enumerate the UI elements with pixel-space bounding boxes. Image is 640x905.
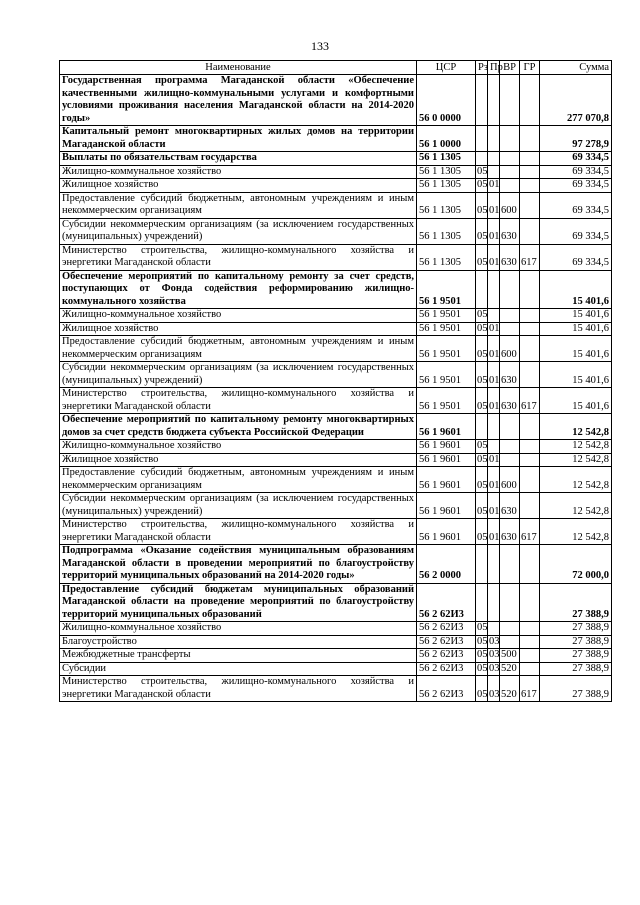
gr-cell [520,336,540,362]
sum-cell: 12 542,8 [540,493,612,519]
vr-cell [500,545,520,584]
table-row [60,218,612,244]
gr-cell: 617 [520,676,540,702]
pr-cell: 01 [488,244,500,270]
csr-cell: 56 1 9501 [417,362,476,388]
sum-cell: 69 334,5 [540,179,612,193]
gr-cell: 617 [520,519,540,545]
rz-cell: 05 [476,388,488,414]
gr-cell [520,322,540,336]
csr-cell: 56 2 62И3 [417,635,476,649]
name-cell: Жилищно-коммунальное хозяйство [60,440,417,454]
rz-cell [476,126,488,152]
rz-cell [476,414,488,440]
pr-cell: 01 [489,453,500,465]
sum-cell: 277 070,8 [540,75,612,126]
sum-cell: 27 388,9 [540,622,612,636]
gr-cell [520,309,540,323]
pr-cell: 03 [489,649,500,660]
rz-cell: 05 [476,676,488,702]
vr-cell: 600 [500,192,520,218]
pr-cell: 01 [488,388,500,414]
pr-cell [488,126,500,152]
pr-cell [488,545,500,584]
sum-cell: 69 334,5 [540,165,612,179]
name-cell: Жилищное хозяйство [60,322,417,336]
vr-cell: 600 [500,336,520,362]
vr-cell [500,635,520,649]
sum-cell: 15 401,6 [540,336,612,362]
vr-cell [500,583,520,622]
name-cell: Министерство строительства, жилищно-коммунального хозяйства и энергетики Магаданской области [60,244,417,270]
rz-cell: 05 [477,635,488,647]
name-cell: Межбюджетные трансферты [60,649,417,663]
sum-cell: 27 388,9 [540,676,612,702]
rz-cell: 05 [476,467,488,493]
sum-cell: 97 278,9 [540,126,612,152]
table-row [60,362,612,388]
csr-cell: 56 2 62И3 [417,583,476,622]
sum-cell: 12 542,8 [540,453,612,467]
column-header-vr: ВР [500,61,520,75]
budget-table [59,60,612,702]
vr-cell [500,622,520,636]
table-row [60,467,612,493]
table-body [60,75,612,702]
table-row [60,309,612,323]
vr-cell [500,165,520,179]
rz-cell: 05 [476,218,488,244]
pr-cell [488,152,500,166]
vr-cell [500,440,520,454]
rz-cell: 05 [477,662,488,674]
rz-cell: 05 [477,440,488,451]
pr-cell: 01 [488,192,500,218]
gr-cell [520,218,540,244]
pr-cell: 03 [488,676,500,702]
table-row [60,336,612,362]
name-cell: Жилищное хозяйство [60,179,417,193]
vr-cell [500,75,520,126]
csr-cell: 56 1 9601 [417,440,476,454]
gr-cell: 617 [520,244,540,270]
gr-cell [520,545,540,584]
csr-cell: 56 1 9501 [417,322,476,336]
pr-cell: 03 [489,635,500,647]
name-cell: Благоустройство [60,635,417,649]
csr-cell: 56 2 0000 [417,545,476,584]
name-cell: Жилищно-коммунальное хозяйство [60,622,417,636]
column-header-gr: ГР [520,61,540,75]
table-row [60,388,612,414]
name-cell: Подпрограмма «Оказание содействия муниципальным образованиям Магаданской области в проведении мероприятий по благоустройству территорий муниципальных образований на 2014-2020 годы» [60,545,417,584]
gr-cell: 617 [520,388,540,414]
gr-cell [520,165,540,179]
name-cell: Субсидии [60,662,417,676]
table-row [60,322,612,336]
sum-cell: 27 388,9 [540,635,612,649]
vr-cell: 520 [500,676,520,702]
table-row [60,545,612,584]
vr-cell [500,414,520,440]
table-row [60,152,612,166]
rz-cell: 05 [476,336,488,362]
table-row [60,179,612,193]
gr-cell [520,75,540,126]
csr-cell: 56 1 9601 [417,414,476,440]
sum-cell: 69 334,5 [540,152,612,166]
name-cell: Предоставление субсидий бюджетным, автономным учреждениям и иным некоммерческим организациям [60,192,417,218]
csr-cell: 56 1 1305 [417,244,476,270]
vr-cell [500,152,520,166]
sum-cell: 12 542,8 [540,440,612,454]
gr-cell [520,152,540,166]
vr-cell [500,179,520,193]
table-row [60,270,612,309]
vr-cell [500,453,520,467]
pr-cell [488,583,500,622]
pr-cell: 01 [488,493,500,519]
rz-cell [476,75,488,126]
rz-cell: 05 [476,192,488,218]
sum-cell: 15 401,6 [540,270,612,309]
table-row [60,414,612,440]
csr-cell: 56 1 9501 [417,309,476,323]
vr-cell: 630 [500,244,520,270]
sum-cell: 12 542,8 [540,519,612,545]
name-cell: Субсидии некоммерческим организациям (за исключением государственных (муниципальных) учреждений) [60,218,417,244]
csr-cell: 56 2 62И3 [417,649,476,663]
name-cell: Жилищно-коммунальное хозяйство [60,309,417,323]
table-row [60,192,612,218]
csr-cell: 56 1 1305 [417,152,476,166]
gr-cell [520,126,540,152]
gr-cell [520,453,540,467]
gr-cell [520,192,540,218]
table-row [60,676,612,702]
csr-cell: 56 1 9601 [417,467,476,493]
vr-cell: 630 [500,218,520,244]
rz-cell [476,152,488,166]
rz-cell: 05 [476,362,488,388]
pr-cell: 01 [488,467,500,493]
rz-cell: 05 [477,622,488,633]
sum-cell: 27 388,9 [540,583,612,622]
table-row [60,453,612,467]
table-row [60,662,612,676]
pr-cell [488,440,500,454]
csr-cell: 56 1 9501 [417,270,476,309]
table-row [60,244,612,270]
name-cell: Обеспечение мероприятий по капитальному ремонту многоквартирных домов за счет средств бюджета субъекта Российской Федерации [60,414,417,440]
table-row [60,126,612,152]
table-row [60,165,612,179]
vr-cell: 630 [500,388,520,414]
csr-cell: 56 1 0000 [417,126,476,152]
csr-cell: 56 1 9601 [417,453,476,467]
rz-cell [476,583,488,622]
pr-cell: 03 [489,662,500,674]
table-row [60,440,612,454]
vr-cell: 630 [500,493,520,519]
pr-cell: 01 [488,519,500,545]
pr-cell [488,622,500,636]
table-row [60,519,612,545]
pr-cell: 01 [489,322,500,334]
name-cell: Предоставление субсидий бюджетам муниципальных образований Магаданской области на проведение мероприятий по благоустройству территорий муниципальных образований [60,583,417,622]
pr-cell: 01 [488,362,500,388]
pr-cell: 01 [488,218,500,244]
name-cell: Жилищно-коммунальное хозяйство [60,165,417,179]
csr-cell: 56 1 1305 [417,218,476,244]
sum-cell: 15 401,6 [540,322,612,336]
gr-cell [520,440,540,454]
column-header-rz: Рз [476,61,488,75]
sum-cell: 69 334,5 [540,192,612,218]
sum-cell: 15 401,6 [540,362,612,388]
csr-cell: 56 2 62И3 [417,662,476,676]
name-cell: Предоставление субсидий бюджетным, автономным учреждениям и иным некоммерческим организациям [60,467,417,493]
gr-cell [520,362,540,388]
vr-cell: 630 [500,362,520,388]
vr-cell [500,322,520,336]
pr-cell [488,270,500,309]
column-header-pr: Пр [488,61,500,75]
name-cell: Жилищное хозяйство [60,453,417,467]
name-cell: Обеспечение мероприятий по капитальному ремонту за счет средств, поступающих от Фонда содействия реформированию жилищно-коммунального хозяйства [60,270,417,309]
csr-cell: 56 1 9601 [417,519,476,545]
table-row [60,583,612,622]
table-row [60,622,612,636]
name-cell: Субсидии некоммерческим организациям (за исключением государственных (муниципальных) учреждений) [60,362,417,388]
rz-cell: 05 [477,649,488,660]
rz-cell: 05 [477,309,488,320]
pr-cell [488,165,500,179]
rz-cell: 05 [477,165,488,177]
rz-cell: 05 [476,244,488,270]
vr-cell: 500 [500,649,520,663]
sum-cell: 69 334,5 [540,244,612,270]
gr-cell [520,622,540,636]
csr-cell: 56 1 1305 [417,165,476,179]
column-header-csr: ЦСР [417,61,476,75]
gr-cell [520,583,540,622]
rz-cell: 05 [477,322,488,334]
name-cell: Субсидии некоммерческим организациям (за исключением государственных (муниципальных) учреждений) [60,493,417,519]
name-cell: Министерство строительства, жилищно-коммунального хозяйства и энергетики Магаданской области [60,676,417,702]
name-cell: Министерство строительства, жилищно-коммунального хозяйства и энергетики Магаданской области [60,388,417,414]
sum-cell: 27 388,9 [540,649,612,663]
vr-cell: 520 [500,662,520,676]
vr-cell [500,126,520,152]
rz-cell: 05 [476,493,488,519]
csr-cell: 56 2 62И3 [417,622,476,636]
sum-cell: 15 401,6 [540,309,612,323]
sum-cell: 12 542,8 [540,467,612,493]
csr-cell: 56 1 9501 [417,336,476,362]
csr-cell: 56 1 1305 [417,179,476,193]
gr-cell [520,493,540,519]
table-row [60,635,612,649]
csr-cell: 56 1 1305 [417,192,476,218]
pr-cell [488,309,500,323]
sum-cell: 69 334,5 [540,218,612,244]
rz-cell [476,270,488,309]
vr-cell: 630 [500,519,520,545]
pr-cell [488,75,500,126]
gr-cell [520,467,540,493]
table-row [60,493,612,519]
sum-cell: 12 542,8 [540,414,612,440]
vr-cell [500,270,520,309]
page-number: 133 [311,39,329,53]
gr-cell [520,635,540,649]
rz-cell: 05 [477,179,488,190]
sum-cell: 27 388,9 [540,662,612,676]
sum-cell: 15 401,6 [540,388,612,414]
pr-cell: 01 [489,179,500,190]
gr-cell [520,662,540,676]
gr-cell [520,179,540,193]
vr-cell: 600 [500,467,520,493]
csr-cell: 56 0 0000 [417,75,476,126]
column-header-name: Наименование [60,61,417,75]
gr-cell [520,270,540,309]
table-row [60,649,612,663]
csr-cell: 56 2 62И3 [417,676,476,702]
rz-cell: 05 [476,519,488,545]
name-cell: Предоставление субсидий бюджетным, автономным учреждениям и иным некоммерческим организациям [60,336,417,362]
column-header-sum: Сумма [540,61,612,75]
pr-cell [488,414,500,440]
vr-cell [500,309,520,323]
csr-cell: 56 1 9601 [417,493,476,519]
table-header-row [60,61,612,75]
csr-cell: 56 1 9501 [417,388,476,414]
rz-cell: 05 [477,453,488,465]
sum-cell: 72 000,0 [540,545,612,584]
gr-cell [520,649,540,663]
rz-cell [476,545,488,584]
pr-cell: 01 [488,336,500,362]
name-cell: Капитальный ремонт многоквартирных жилых домов на территории Магаданской области [60,126,417,152]
table-row [60,75,612,126]
name-cell: Выплаты по обязательствам государства [60,152,417,166]
name-cell: Министерство строительства, жилищно-коммунального хозяйства и энергетики Магаданской области [60,519,417,545]
gr-cell [520,414,540,440]
name-cell: Государственная программа Магаданской области «Обеспечение качественными жилищно-коммунальными услугами и комфортными условиями проживания населения Магаданской области на 2014-2020 годы» [60,75,417,126]
